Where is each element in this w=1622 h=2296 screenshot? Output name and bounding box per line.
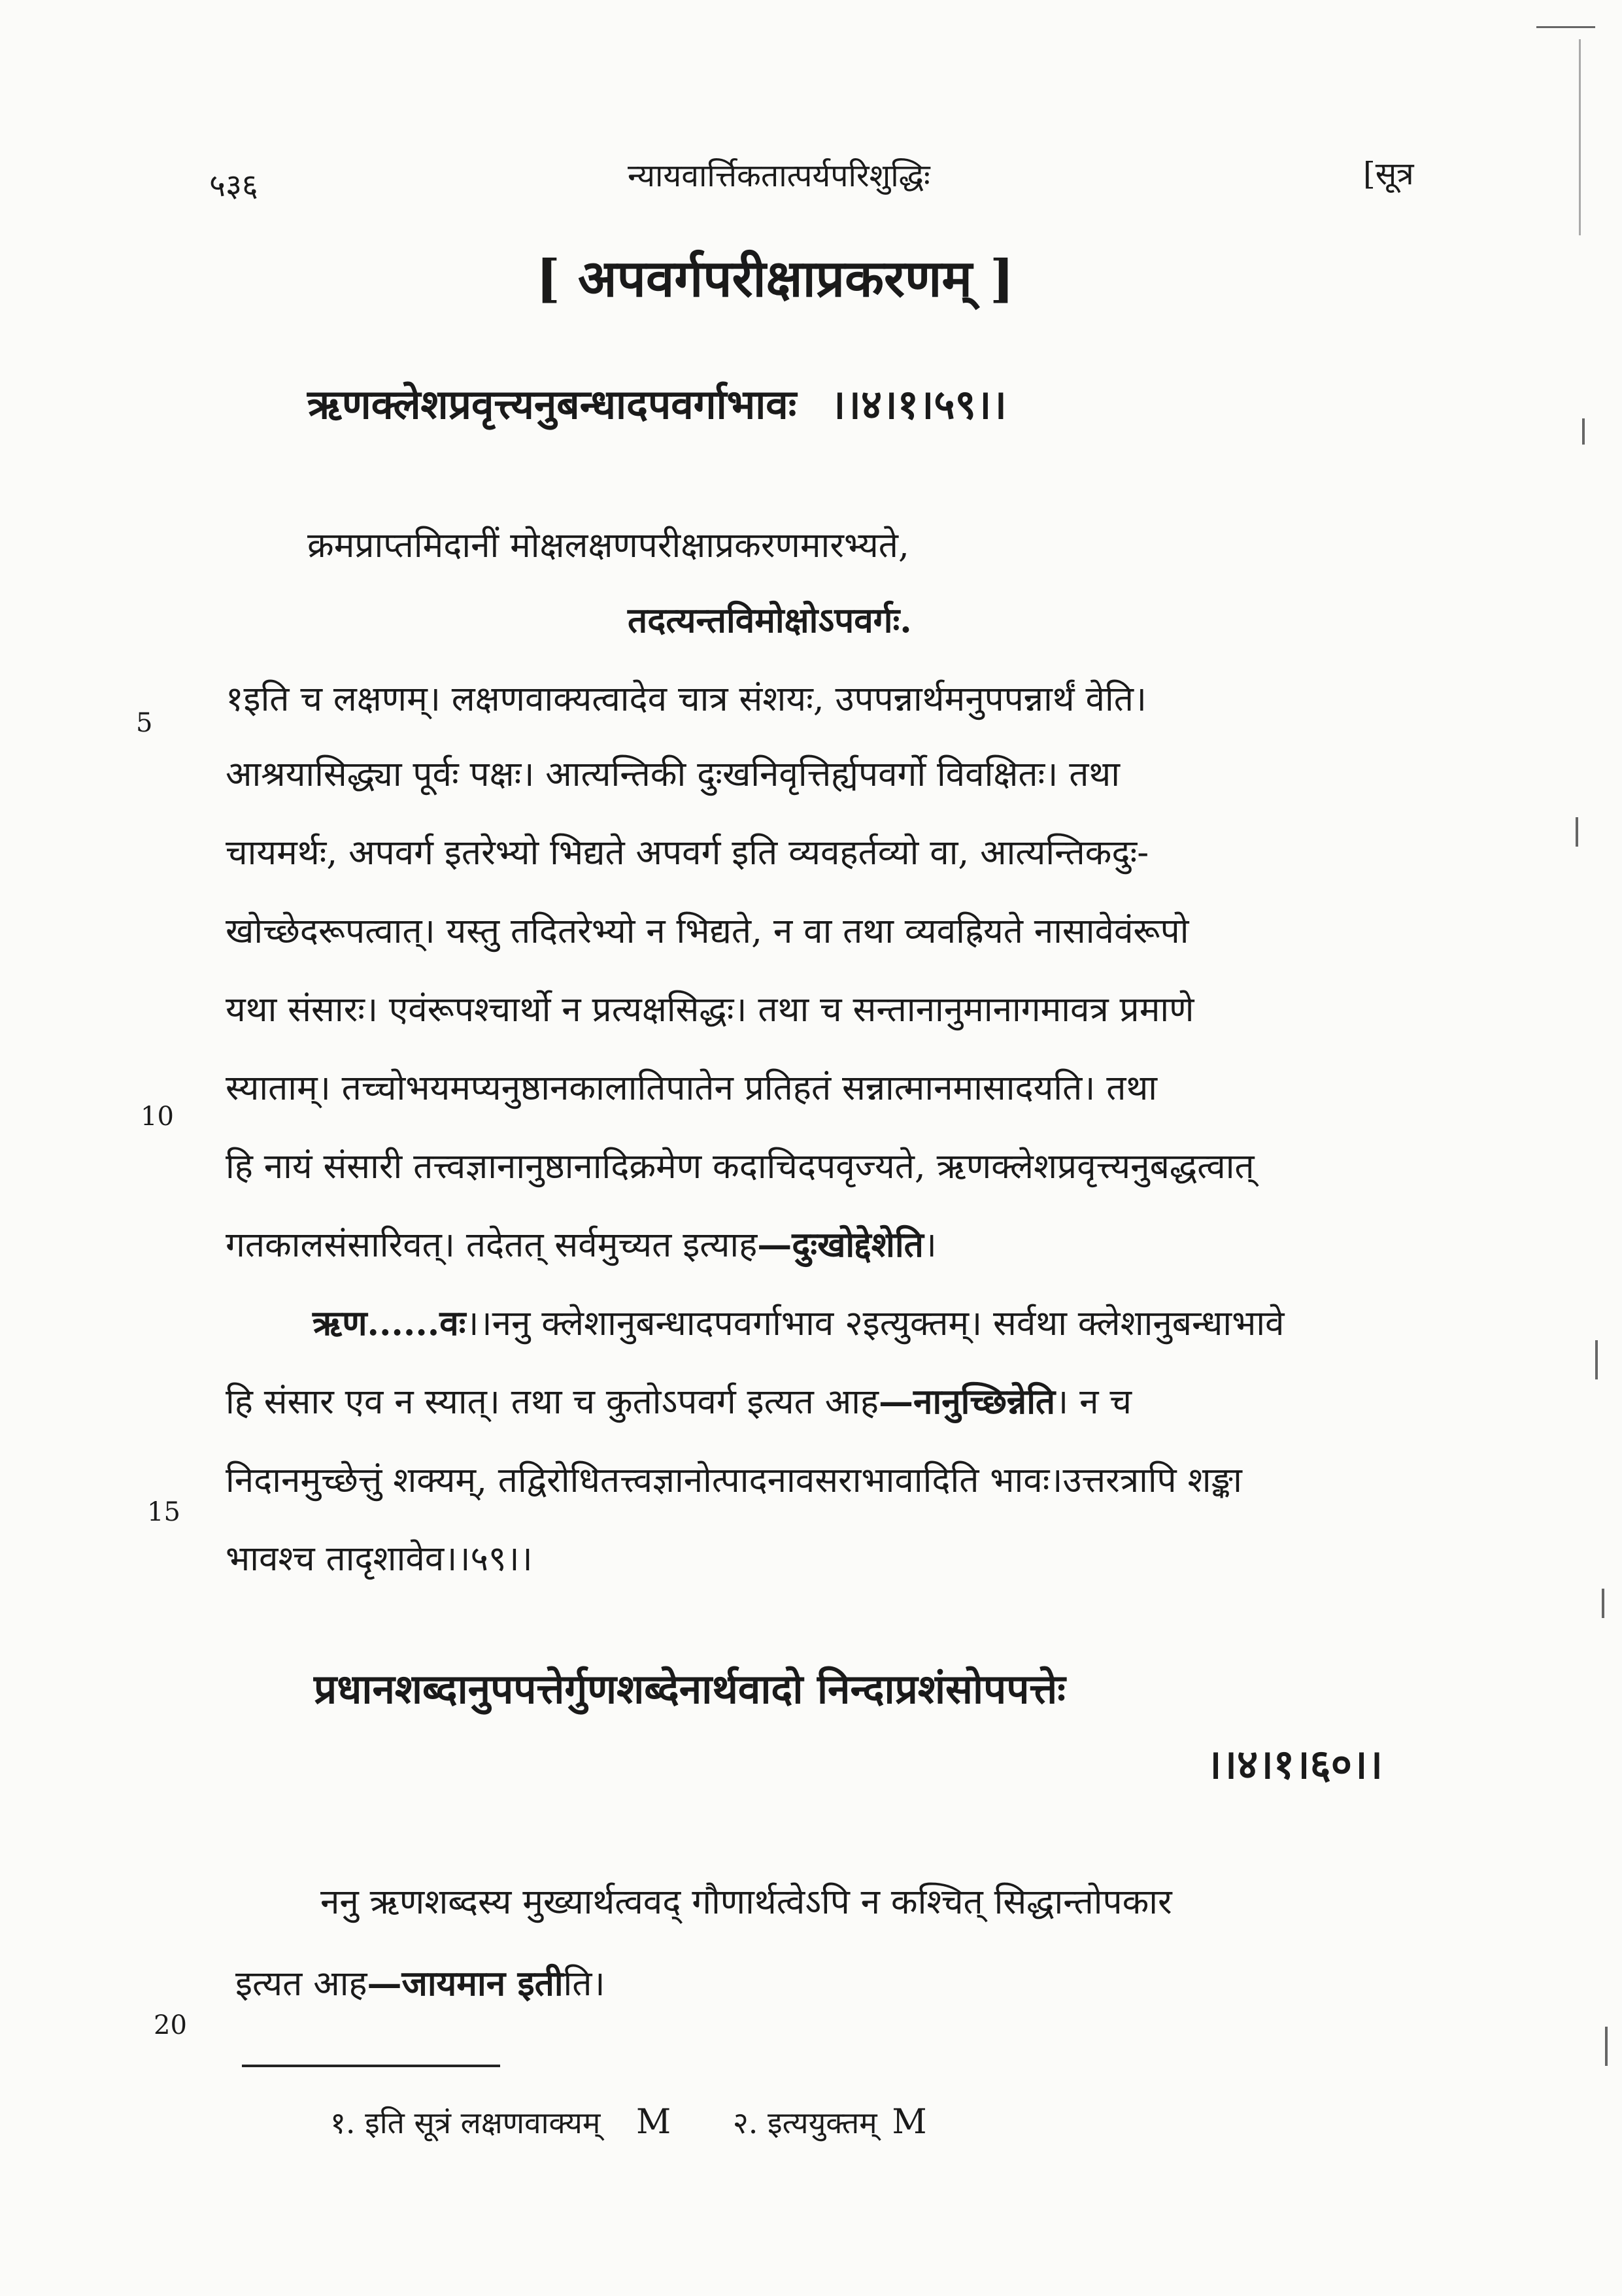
para1-line-3: चायमर्थः, अपवर्ग इतरेभ्यो भिद्यते अपवर्ग इति व्यवहर्तव्यो वा, आत्यन्तिकदुः- bbox=[226, 833, 1149, 873]
running-title: न्यायवार्त्तिकतात्पर्यपरिशुद्धिः bbox=[628, 158, 930, 194]
para1-line-7: हि नायं संसारी तत्त्वज्ञानानुष्ठानादिक्रमेण कदाचिदपवृज्यते, ऋणक्लेशप्रवृत्त्यनुबद्धत्वात् bbox=[226, 1147, 1255, 1187]
para1-line-4: खोच्छेदरूपत्वात्। यस्तु तदितरेभ्यो न भिद्यते, न वा तथा व्यवह्रियते नासावेवंरूपो bbox=[226, 911, 1189, 951]
para3-line-2-text: इत्यत आह bbox=[235, 1964, 367, 2004]
scan-mark bbox=[1605, 2027, 1608, 2066]
footnotes bbox=[330, 2102, 927, 2142]
para3-line-2-end: ति। bbox=[563, 1964, 605, 2004]
scan-mark bbox=[1602, 1589, 1604, 1618]
intro-line-1: क्रमप्राप्तमिदानीं मोक्षलक्षणपरीक्षाप्रकरणमारभ्यते, bbox=[307, 526, 909, 566]
footnote-rule bbox=[242, 2065, 500, 2067]
line-number-20: 20 bbox=[154, 2010, 187, 2040]
para1-line-2: आश्रयासिद्ध्या पूर्वः पक्षः। आत्यन्तिकी दुःखनिवृत्तिर्ह्यपवर्गो विवक्षितः। तथा bbox=[226, 754, 1120, 794]
para1-line-8-bold: —दुःखोद्देशेति bbox=[757, 1224, 924, 1265]
footnote-1: १. इति सूत्रं लक्षणवाक्यम् bbox=[330, 2105, 601, 2140]
para2-line-1-text: ।।ननु क्लेशानुबन्धादपवर्गाभाव २इत्युक्तम्। सर्वथा क्लेशानुबन्धाभावे bbox=[465, 1304, 1285, 1343]
section-marker: [सूत्र bbox=[1363, 156, 1414, 192]
para1-line-8-text: गतकालसंसारिवत्। तदेतत् सर्वमुच्यत इत्याह bbox=[226, 1225, 758, 1265]
para2-line-2-end: । न च bbox=[1055, 1382, 1132, 1422]
footnote-2: २. इत्ययुक्तम् bbox=[732, 2105, 877, 2140]
para2-line-1-bold: ऋण......वः bbox=[313, 1303, 466, 1343]
para3-line-2 bbox=[235, 1958, 605, 2006]
para2-line-2 bbox=[226, 1376, 1132, 1424]
sutra-1-text: ऋणक्लेशप्रवृत्त्यनुबन्धादपवर्गाभावः bbox=[307, 380, 797, 428]
para2-line-4: भावश्च तादृशावेव।।५९।। bbox=[226, 1539, 533, 1579]
line-number-15: 15 bbox=[147, 1497, 180, 1527]
footnote-2-source: M bbox=[892, 2102, 927, 2142]
para2-line-2-text: हि संसार एव न स्यात्। तथा च कुतोऽपवर्ग इत्यत आह bbox=[226, 1382, 879, 1422]
line-number-10: 10 bbox=[141, 1102, 174, 1132]
scan-mark bbox=[1579, 39, 1581, 235]
scan-mark bbox=[1595, 1340, 1598, 1379]
intro-line-2: तदत्यन्तविमोक्षोऽपवर्गः. bbox=[628, 600, 912, 641]
page-number: ५३६ bbox=[209, 167, 258, 204]
para1-line-6: स्याताम्। तच्चोभयमप्यनुष्ठानकालातिपातेन प्रतिहतं सन्नात्मानमासादयति। तथा bbox=[226, 1068, 1158, 1108]
para1-line-5: यथा संसारः। एवंरूपश्चार्थो न प्रत्यक्षसिद्धः। तथा च सन्तानानुमानागमावत्र प्रमाणे bbox=[226, 990, 1194, 1030]
sutra-2-text: प्रधानशब्दानुपपत्तेर्गुणशब्देनार्थवादो निन्दाप्रशंसोपपत्तेः bbox=[314, 1665, 1066, 1713]
scan-mark bbox=[1536, 26, 1595, 28]
para3-line-1: ननु ऋणशब्दस्य मुख्यार्थत्ववद् गौणार्थत्वेऽपि न कश्चित् सिद्धान्तोपकार bbox=[320, 1882, 1172, 1922]
section-title: [ अपवर्गपरीक्षाप्रकरणम् ] bbox=[536, 249, 1015, 309]
para1-line-8 bbox=[226, 1219, 937, 1267]
scan-mark bbox=[1582, 418, 1585, 445]
para2-line-1 bbox=[313, 1298, 1285, 1345]
sutra-1 bbox=[307, 376, 1007, 431]
para3-line-2-bold: —जायमान इती bbox=[367, 1963, 564, 2004]
para2-line-3: निदानमुच्छेत्तुं शक्यम्, तद्विरोधितत्त्वज्ञानोत्पादनावसराभावादिति भावः।उत्तरत्रापि शङ्का bbox=[226, 1460, 1242, 1500]
para1-line-8-end: । bbox=[923, 1225, 937, 1265]
line-number-5: 5 bbox=[136, 708, 153, 738]
sutra-2-number: ।।४।१।६०।। bbox=[1206, 1740, 1383, 1788]
sutra-1-number: ।।४।१।५९।। bbox=[830, 380, 1007, 428]
para1-line-1: १इति च लक्षणम्। लक्षणवाक्यत्वादेव चात्र संशयः, उपपन्नार्थमनुपपन्नार्थं वेति। bbox=[226, 679, 1147, 719]
scan-mark bbox=[1576, 817, 1578, 847]
para2-line-2-bold: —नानुच्छिन्नेति bbox=[879, 1381, 1056, 1422]
footnote-1-source: M bbox=[635, 2102, 671, 2142]
